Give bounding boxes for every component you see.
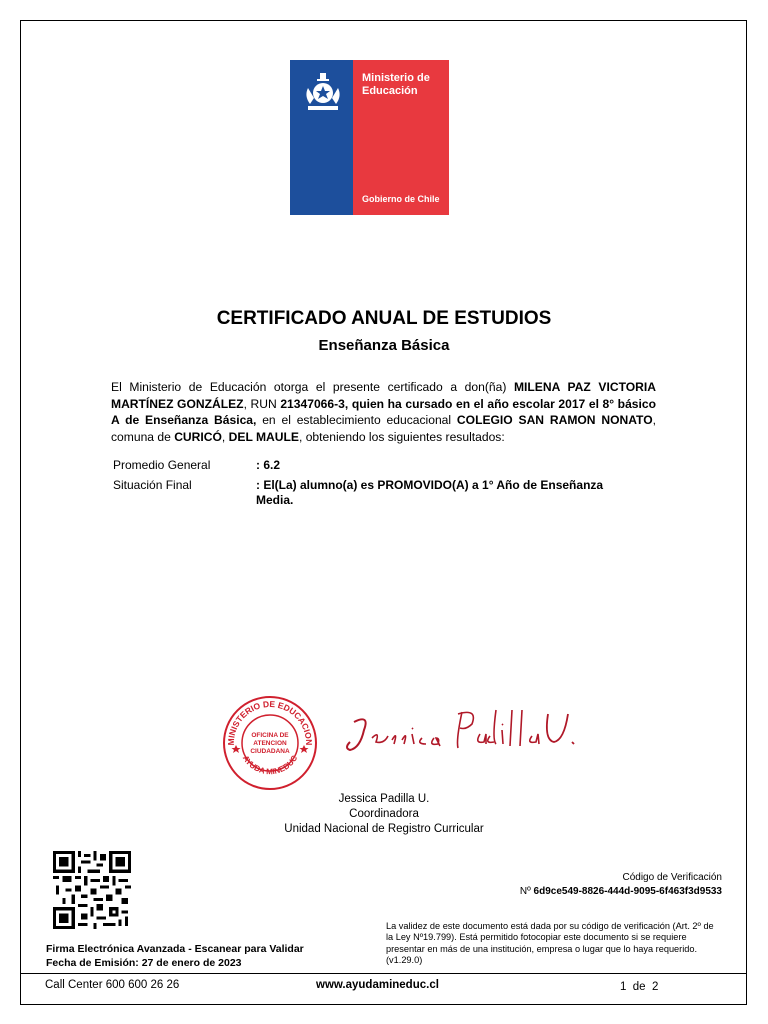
document-subtitle: Enseñanza Básica (318, 337, 450, 354)
signer-block (0, 792, 768, 837)
average-value: : 6.2 (256, 458, 281, 472)
electronic-signature-block (46, 942, 304, 970)
stamp-inner-3: CIUDADANA (250, 748, 290, 755)
body-text-2: , RUN (243, 396, 281, 411)
verification-code: 6d9ce549-8826-444d-9095-6f463f3d9533 (533, 886, 722, 897)
body-text-4: en el establecimiento educacional (256, 413, 457, 427)
average-label: Promedio General (113, 458, 211, 472)
student-name: MILENA PAZ VICTORIA MARTÍNEZ GONZÁLEZ (111, 380, 656, 411)
handwritten-signature (340, 700, 580, 770)
document-title: CERTIFICADO ANUAL DE ESTUDIOS (216, 308, 552, 329)
ministry-logo (290, 60, 449, 215)
verification-code-line (520, 886, 722, 897)
verification-label: Código de Verificación (622, 872, 722, 883)
body-text-7: , obteniendo los siguientes resultados: (298, 429, 505, 444)
region: DEL MAULE (228, 429, 299, 444)
body-text-1: El Ministerio de Educación otorga el presente certificado a don(ña) (111, 380, 514, 394)
signer-role: Coordinadora (349, 808, 419, 820)
stamp-inner-2: ATENCION (253, 740, 287, 747)
status-label: Situación Final (113, 478, 192, 492)
logo-government: Gobierno de Chile (362, 194, 440, 204)
student-run: 21347066-3 (280, 396, 345, 411)
certificate-body (111, 379, 656, 445)
body-text-5: , comuna de (111, 413, 657, 444)
footer-divider (20, 973, 747, 974)
signer-name: Jessica Padilla U. (338, 793, 430, 805)
svg-text:AYUDA MINEDUC (241, 754, 300, 777)
issue-date: Fecha de Emisión: 27 de enero de 2023 (46, 957, 242, 969)
website-link[interactable]: www.ayudamineduc.cl (316, 979, 439, 991)
commune: CURICÓ (174, 429, 222, 444)
status-value: : El(La) alumno(a) es PROMOVIDO(A) a 1° Año de Enseñanza Media. (256, 478, 604, 507)
verification-prefix: Nº (519, 886, 534, 897)
qr-code-icon[interactable] (53, 851, 131, 929)
page-number: 1 de 2 (620, 981, 659, 993)
stamp-inner-1: OFICINA DE (251, 732, 289, 739)
firma-line1: Firma Electrónica Avanzada - Escanear para Validar (46, 943, 304, 955)
course-info: , quien ha cursado en el año escolar 2017 el 8° básico A de Enseñanza Básica, (111, 396, 656, 427)
call-center: Call Center 600 600 26 26 (45, 979, 180, 991)
signer-unit: Unidad Nacional de Registro Curricular (284, 823, 484, 835)
stamp-bottom-text: AYUDA MINEDUC (240, 753, 300, 777)
school-name: COLEGIO SAN RAMON NONATO (456, 413, 653, 427)
body-text-6: , (221, 429, 229, 444)
validity-notice: La validez de este documento está dada por su código de verificación (Art. 2º de la Ley Nº19.799). Está permitido fotocopiar este documento si se requiere presentar en más de una institución, empresa o lugar que lo haya requerido. (v1.29.0) (386, 921, 714, 965)
logo-ministry-line1: Ministerio de (362, 72, 430, 84)
stamp-outer-text: MINISTERIO DE EDUCACION (225, 698, 315, 746)
chile-coat-of-arms-icon (300, 68, 346, 116)
logo-ministry-line2: Educación (362, 85, 418, 97)
official-stamp (222, 695, 318, 791)
